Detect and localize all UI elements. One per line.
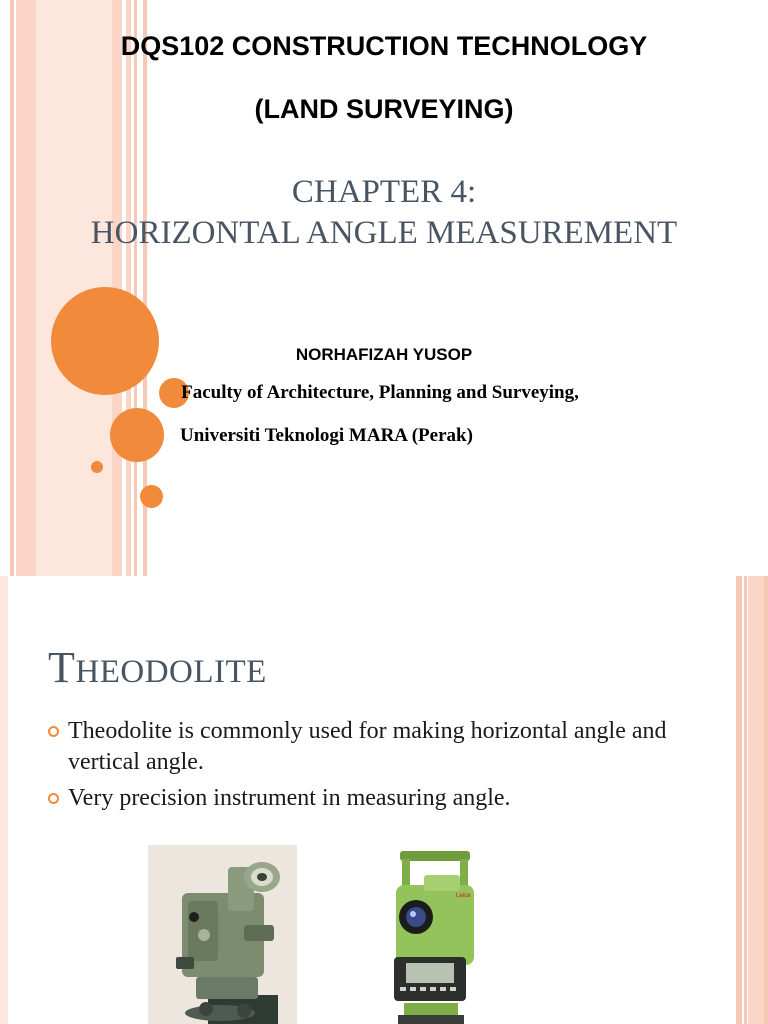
university-name: Universiti Teknologi MARA (Perak) <box>180 425 473 446</box>
heading-rest: HEODOLITE <box>75 654 267 690</box>
bullet-circle-icon <box>48 793 59 804</box>
bullet-circle-icon <box>48 726 59 737</box>
decor-stripe <box>10 0 14 576</box>
decor-stripe <box>764 576 768 1024</box>
heading-initial: T <box>48 643 76 692</box>
faculty-name: Faculty of Architecture, Planning and Surveying, <box>181 382 579 403</box>
decor-stripe <box>744 576 747 1024</box>
course-subtitle: (LAND SURVEYING) <box>254 94 514 124</box>
chapter-number: CHAPTER 4: <box>291 174 477 210</box>
bullet-text: Theodolite is commonly used for making horizontal angle and vertical angle. <box>68 718 667 775</box>
slide-heading <box>48 643 267 694</box>
decor-circle-small <box>140 485 163 508</box>
bullet-list <box>48 716 728 819</box>
list-item <box>48 783 728 814</box>
list-item <box>48 716 728 778</box>
decor-circle-medium <box>110 408 164 462</box>
decor-stripe <box>0 576 8 1024</box>
decor-stripe <box>736 576 742 1024</box>
decor-stripe <box>16 0 36 576</box>
decor-stripe <box>126 0 131 576</box>
theodolite-photo-analog <box>148 845 297 1024</box>
decor-stripe <box>748 576 764 1024</box>
slide-theodolite <box>0 576 768 1024</box>
author-name: NORHAFIZAH YUSOP <box>295 345 473 364</box>
total-station-photo <box>380 845 480 1024</box>
decor-stripe <box>134 0 137 576</box>
course-title: DQS102 CONSTRUCTION TECHNOLOGY <box>120 31 648 61</box>
chapter-title: HORIZONTAL ANGLE MEASUREMENT <box>90 215 678 251</box>
decor-circle-large <box>51 287 159 395</box>
svg-text:Leica: Leica <box>456 893 471 899</box>
decor-circle-tiny <box>91 461 103 473</box>
bullet-text: Very precision instrument in measuring angle. <box>68 785 511 811</box>
